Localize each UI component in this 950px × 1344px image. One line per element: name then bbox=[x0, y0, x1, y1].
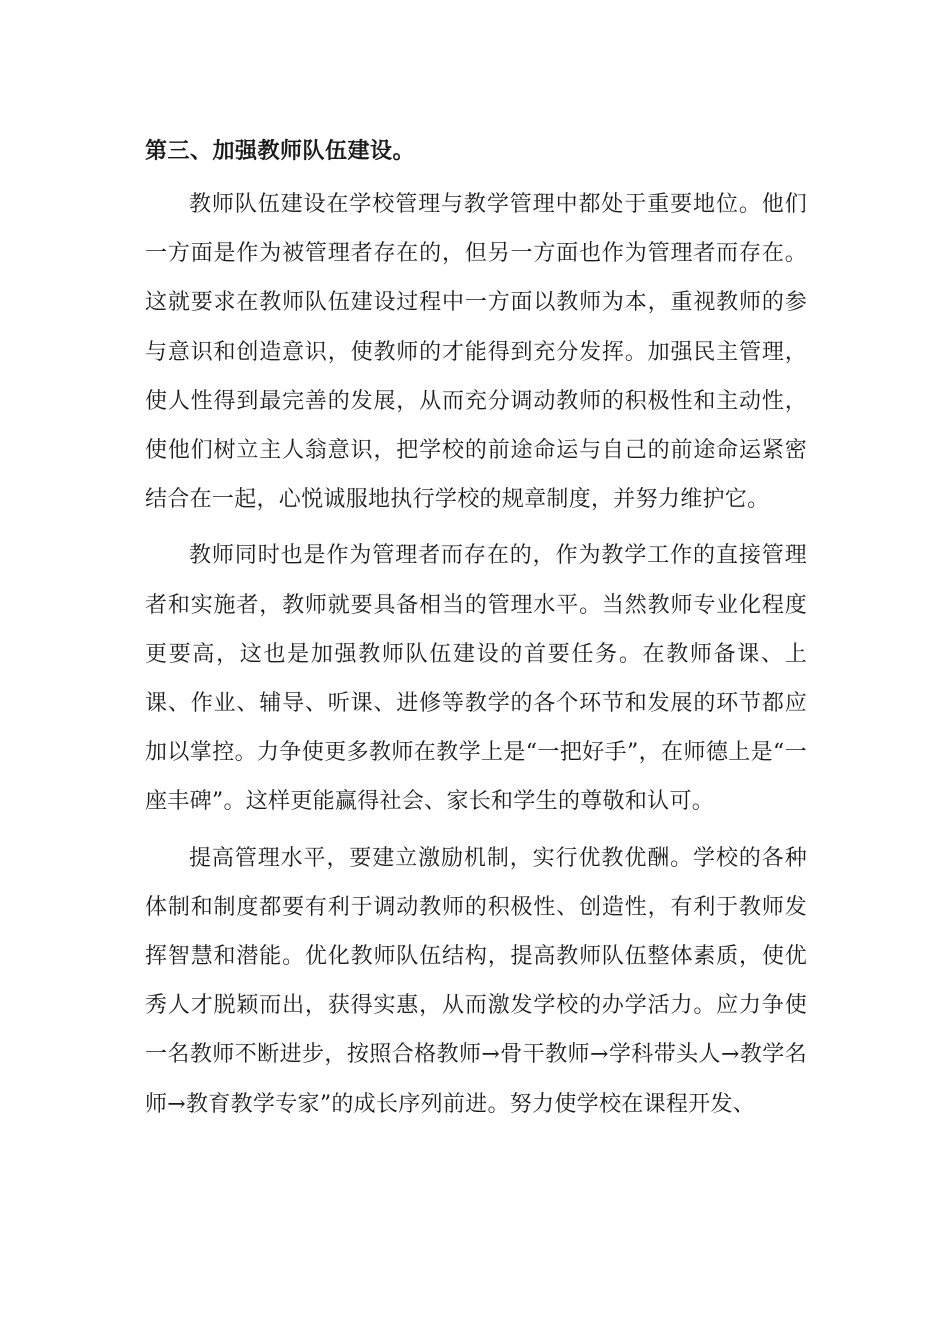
section-heading: 第三、加强教师队伍建设。 bbox=[145, 139, 416, 164]
paragraph-teacher-as-manager: 教师同时也是作为管理者而存在的，作为教学工作的直接管理者和实施者，教师就要具备相当的管理水平。当然教师专业化程度更要高，这也是加强教师队伍建设的首要任务。在教师备课、上课、作业、辅导、听课、进修等教学的各个环节和发展的环节都应加以掌控。力争使更多教师在教学上是“一把好手”，在师德上是“一座丰碑”。这样更能赢得社会、家长和学生的尊敬和认可。 bbox=[145, 543, 807, 815]
document-body bbox=[145, 128, 807, 1136]
paragraph-incentive-mechanism: 提高管理水平，要建立激励机制，实行优教优酬。学校的各种体制和制度都要有利于调动教师的积极性、创造性，有利于教师发挥智慧和潜能。优化教师队伍结构，提高教师队伍整体素质，使优秀人才脱颖而出，获得实惠，从而激发学校的办学活力。应力争使一名教师不断进步，按照合格教师→骨干教师→学科带头人→教学名师→教育教学专家”的成长序列前进。努力使学校在课程开发、 bbox=[145, 845, 807, 1117]
paragraph-teacher-team-building: 教师队伍建设在学校管理与教学管理中都处于重要地位。他们一方面是作为被管理者存在的，但另一方面也作为管理者而存在。这就要求在教师队伍建设过程中一方面以教师为本，重视教师的参与意识和创造意识，使教师的才能得到充分发挥。加强民主管理，使人性得到最完善的发展，从而充分调动教师的积极性和主动性，使他们树立主人翁意识，把学校的前途命运与自己的前途命运紧密结合在一起，心悦诚服地执行学校的规章制度，并努力维护它。 bbox=[145, 192, 807, 513]
